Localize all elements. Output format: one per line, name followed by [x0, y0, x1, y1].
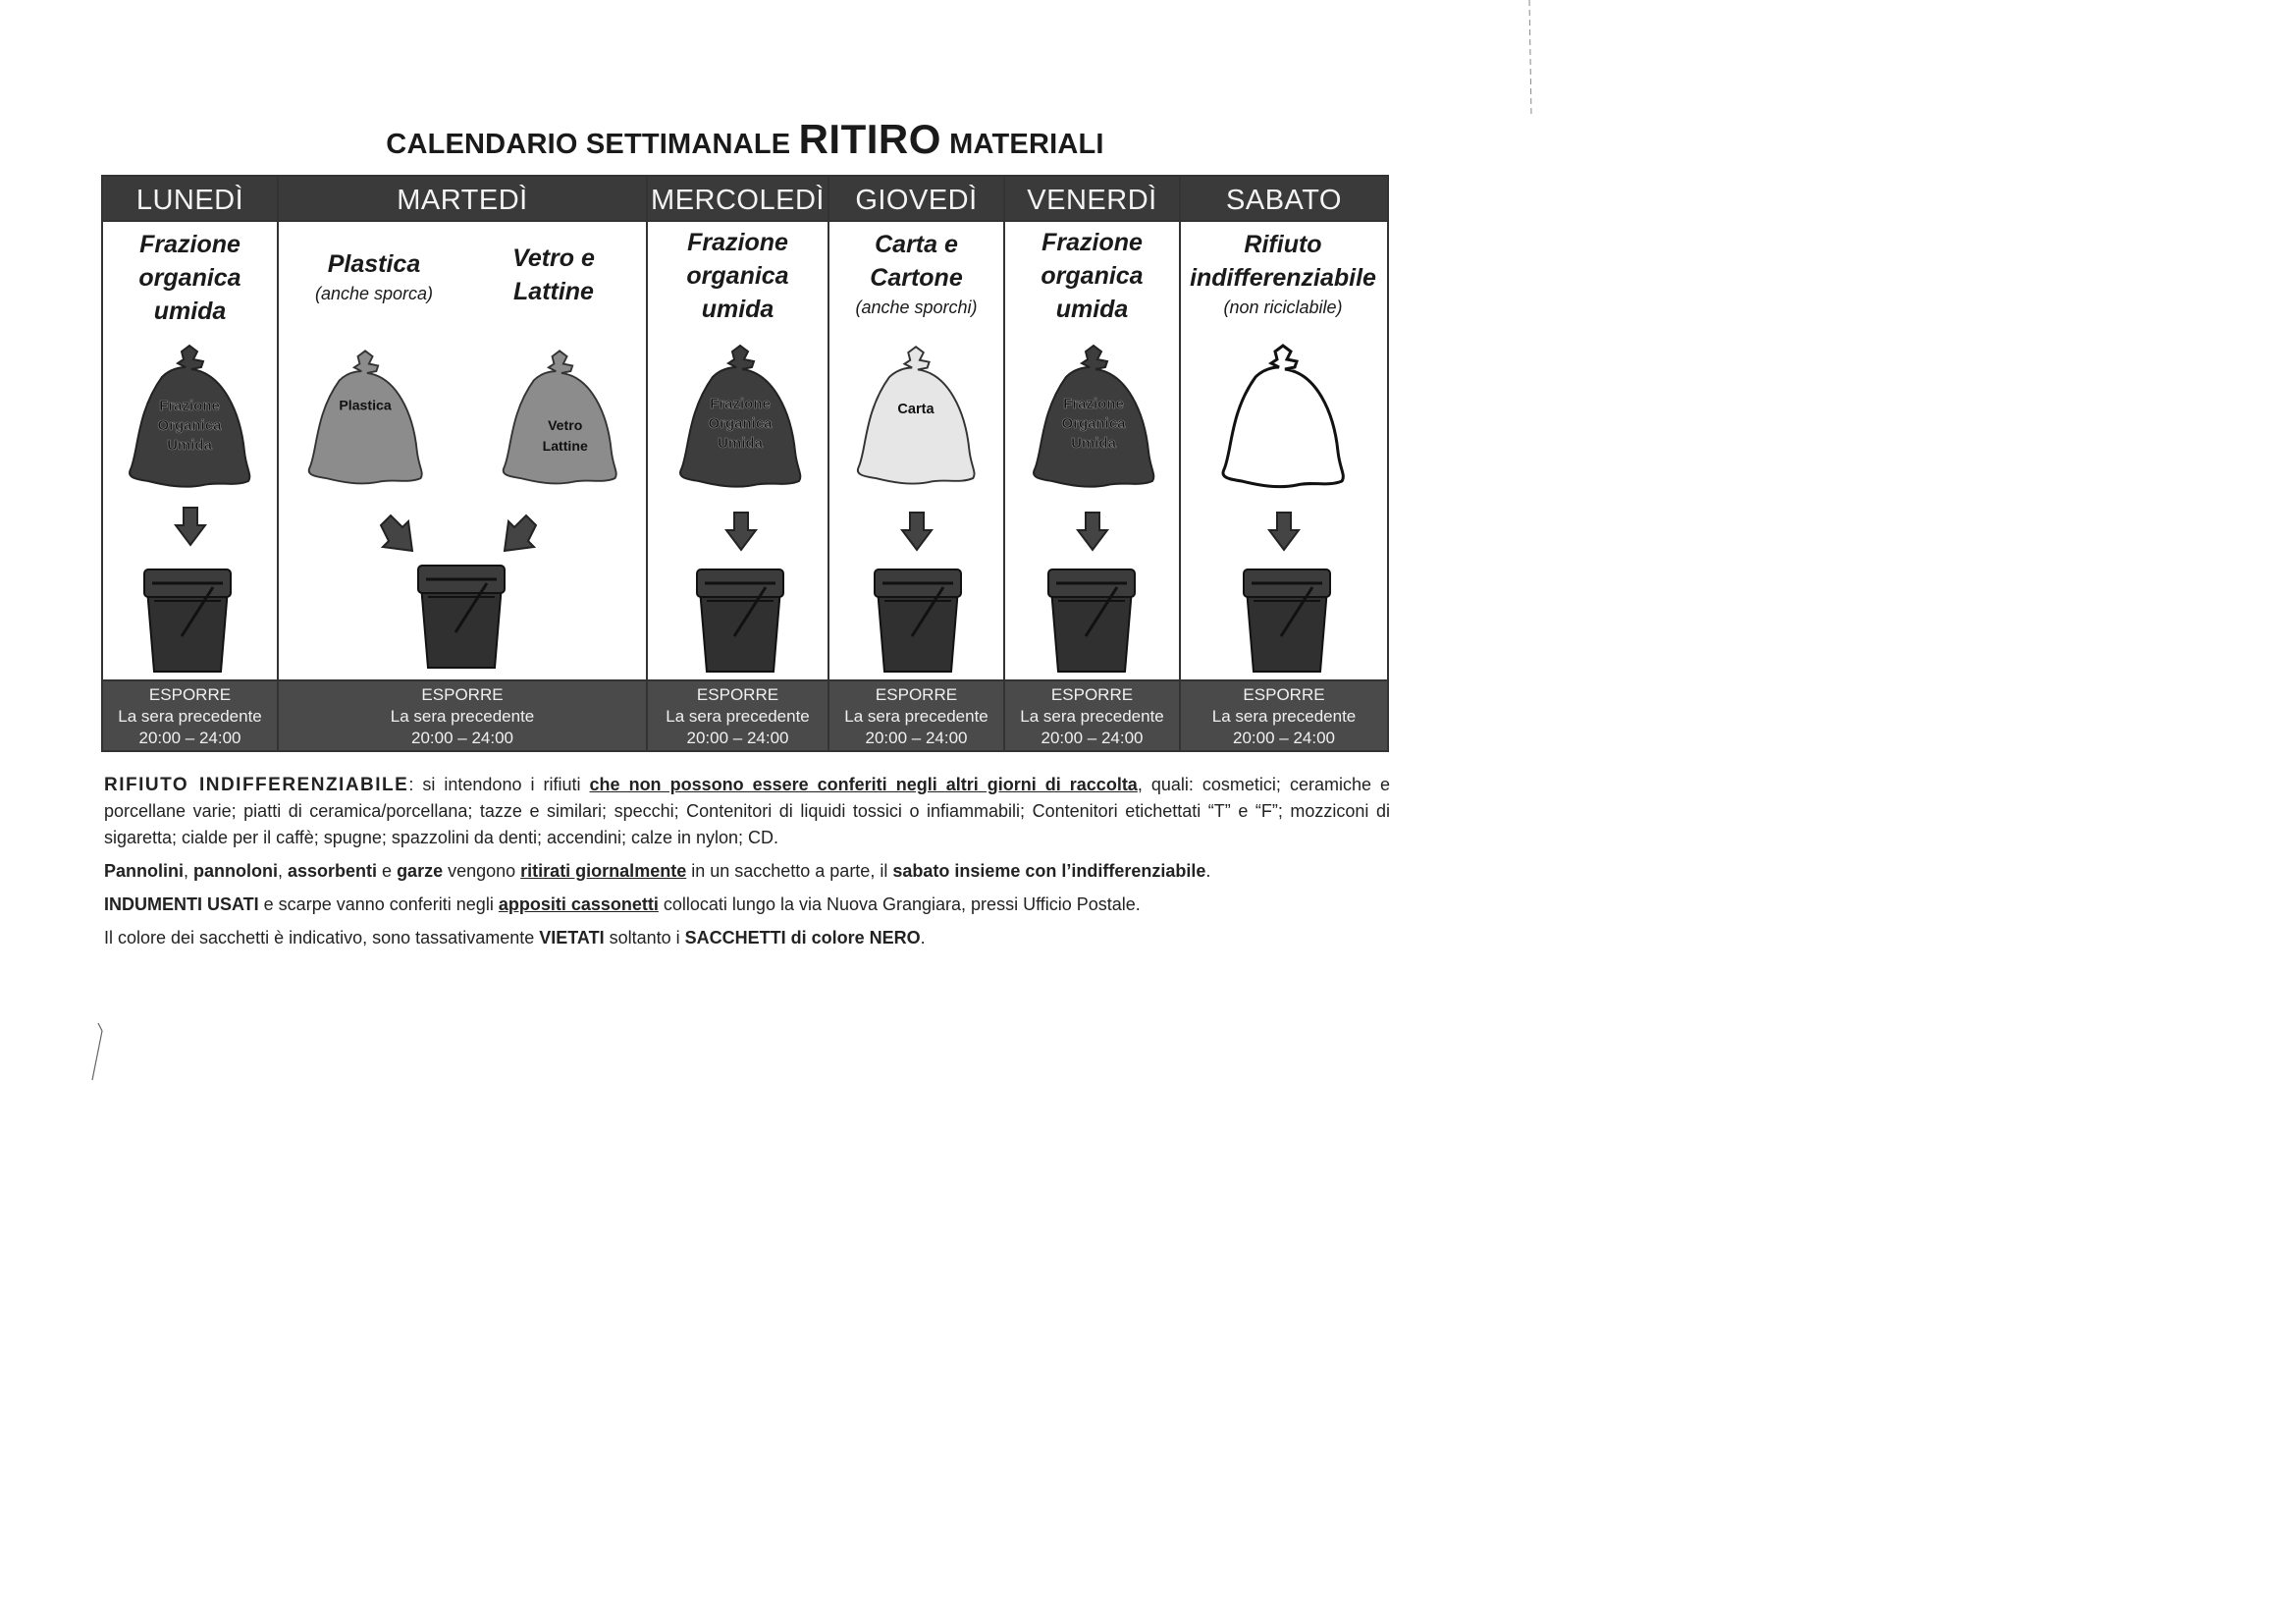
calendar-table	[101, 175, 1389, 752]
paper-bag-icon	[853, 342, 981, 491]
day-column-venerdi	[1005, 177, 1181, 750]
bin-icon	[695, 566, 785, 676]
day-column-martedi	[279, 177, 648, 750]
svg-text:Umida: Umida	[718, 435, 763, 452]
page-title	[0, 116, 1490, 163]
down-right-arrow-icon	[377, 514, 416, 555]
exposure-footer: ESPORRE La sera precedente 20:00 – 24:00	[648, 679, 828, 750]
down-arrow-icon	[1076, 511, 1109, 552]
svg-text:Umida: Umida	[167, 437, 212, 454]
bin-icon	[873, 566, 963, 676]
bin-icon	[142, 566, 233, 676]
organic-bag-icon	[1029, 344, 1160, 491]
organic-bag-icon	[125, 344, 256, 491]
scan-mark	[82, 1021, 106, 1084]
title-part3: MATERIALI	[949, 129, 1104, 160]
material-label: Carta e Cartone (anche sporchi)	[855, 231, 978, 317]
svg-text:Organica: Organica	[1061, 415, 1126, 432]
svg-text:Umida: Umida	[1071, 435, 1116, 452]
note-colore-sacchetti: Il colore dei sacchetti è indicativo, sono tassativamente VIETATI soltanto i SACCHETTI di colore NERO.	[104, 928, 926, 947]
notes-section	[104, 772, 1390, 958]
material-label: Frazione organica umida	[686, 229, 789, 323]
note-indumenti: INDUMENTI USATI e scarpe vanno conferiti negli appositi cassonetti collocati lungo la via Nuova Grangiara, pressi Ufficio Postale.	[104, 894, 1141, 914]
day-header: SABATO	[1181, 177, 1387, 222]
scan-edge-mark	[1522, 0, 1537, 118]
down-arrow-icon	[900, 511, 934, 552]
day-header: LUNEDÌ	[103, 177, 277, 222]
down-arrow-icon	[1267, 511, 1301, 552]
day-header: MERCOLEDÌ	[648, 177, 828, 222]
svg-text:Frazione: Frazione	[1063, 396, 1124, 412]
down-arrow-icon	[174, 506, 207, 547]
svg-text:Frazione: Frazione	[710, 396, 771, 412]
bin-icon	[1046, 566, 1137, 676]
svg-text:Organica: Organica	[157, 417, 222, 434]
down-arrow-icon	[724, 511, 758, 552]
exposure-footer: ESPORRE La sera precedente 20:00 – 24:00	[279, 679, 646, 750]
svg-text:Vetro: Vetro	[548, 417, 583, 434]
day-column-sabato	[1181, 177, 1387, 750]
day-column-mercoledi	[648, 177, 829, 750]
svg-text:Lattine: Lattine	[542, 437, 588, 454]
glass-cans-bag-icon	[499, 346, 622, 491]
down-left-arrow-icon	[501, 514, 540, 555]
material-label: Rifiuto indifferenziabile (non riciclabile)	[1190, 231, 1376, 317]
svg-text:Frazione: Frazione	[159, 398, 220, 414]
note-pannolini: Pannolini, pannoloni, assorbenti e garze vengono ritirati giornalmente in un sacchetto a parte, il sabato insieme con l’indifferenziabile.	[104, 861, 1211, 881]
exposure-footer: ESPORRE La sera precedente 20:00 – 24:00	[1005, 679, 1179, 750]
organic-bag-icon	[675, 344, 807, 491]
svg-text:Organica: Organica	[708, 415, 773, 432]
day-header: MARTEDÌ	[279, 177, 646, 222]
exposure-footer: ESPORRE La sera precedente 20:00 – 24:00	[1181, 679, 1387, 750]
svg-text:Carta: Carta	[897, 402, 934, 418]
bin-icon	[1242, 566, 1332, 676]
svg-text:Plastica: Plastica	[339, 397, 392, 413]
title-part1: CALENDARIO SETTIMANALE	[386, 129, 791, 160]
day-column-lunedi	[103, 177, 279, 750]
day-column-giovedi	[829, 177, 1005, 750]
material-label: Frazione organica umida	[138, 231, 241, 325]
material-label: Vetro e Lattine	[512, 244, 595, 305]
note-indifferenziabile: RIFIUTO INDIFFERENZIABILE: si intendono i rifiuti che non possono essere conferiti negli altri giorni di raccolta, quali: cosmetici; ceramiche e porcellane varie; piatti di ceramica/porcellana; tazze e similari; specchi; Contenitori di liquidi tossici o infiammabili; Contenitori etichettati “T” e “F”; mozziconi di sigaretta; cialde per il caffè; spugne; spazzolini da denti; accendini; calze in nylon; CD.	[104, 775, 1390, 847]
title-part2: RITIRO	[798, 116, 941, 162]
day-header: VENERDÌ	[1005, 177, 1179, 222]
exposure-footer: ESPORRE La sera precedente 20:00 – 24:00	[829, 679, 1003, 750]
material-label: Frazione organica umida	[1041, 229, 1144, 323]
day-header: GIOVEDÌ	[829, 177, 1003, 222]
material-label: Plastica (anche sporca)	[314, 250, 434, 303]
bin-icon	[416, 562, 507, 672]
exposure-footer: ESPORRE La sera precedente 20:00 – 24:00	[103, 679, 277, 750]
plastic-bag-icon	[304, 346, 428, 491]
generic-bag-icon	[1218, 344, 1350, 491]
